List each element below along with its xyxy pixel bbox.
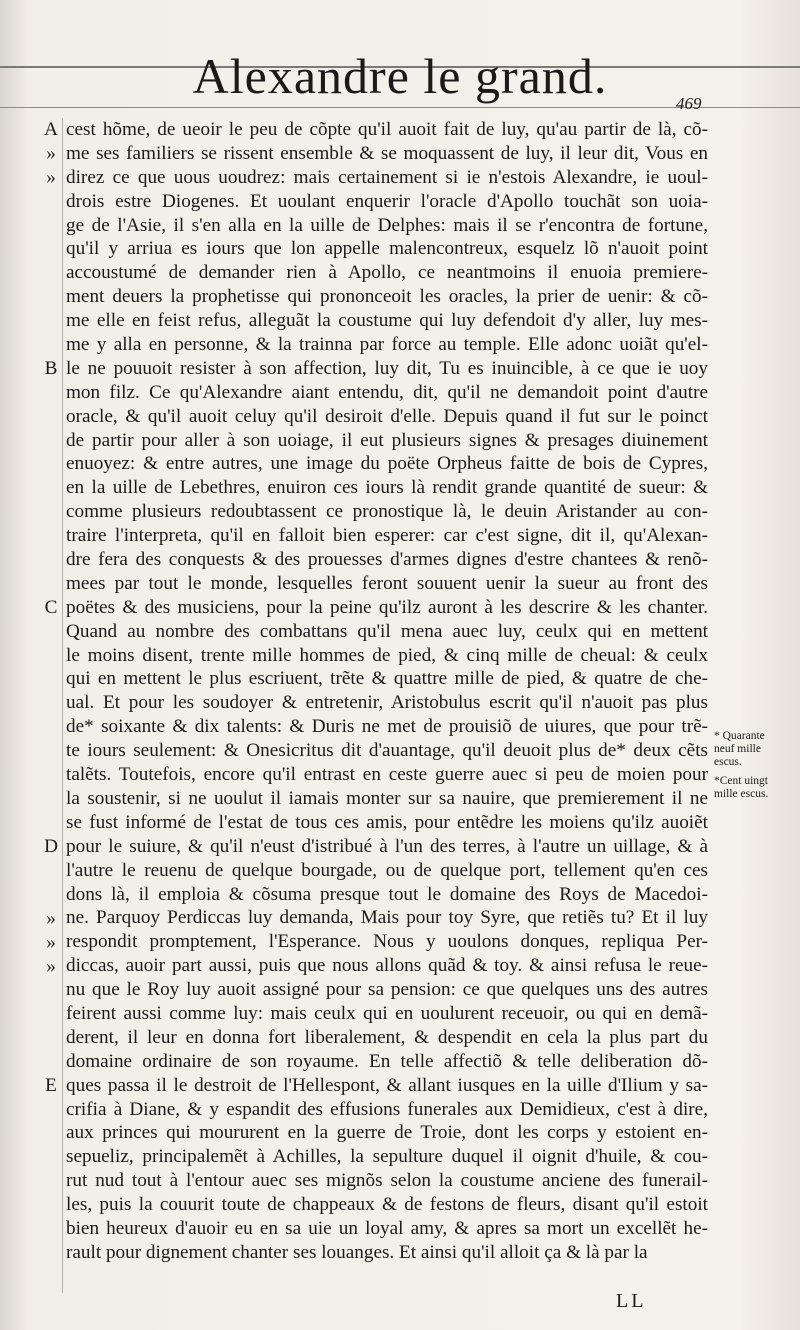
text-line: le moins disent, trente mille hommes de pied, & cinq mille de cheual: & ceulx [66, 644, 708, 666]
text-line: me y alla en personne, & la trainna par force au temple. Elle adonc uoiãt qu'el- [66, 334, 708, 356]
text-line: diccas, auoir part aussi, puis que nous allons quãd & toy. & ainsi refusa le reue- [66, 955, 708, 977]
margin-note: * Quarante [714, 730, 765, 742]
section-letter: D [44, 836, 58, 857]
text-line: ne. Parquoy Perdiccas luy demanda, Mais pour toy Syre, que retiẽs tu? Et il luy [66, 907, 708, 929]
text-line: comme plusieurs redoubtassent ce pronostique là, le deuin Aristander au con- [66, 501, 708, 523]
text-line: la soustenir, si ne uoulut il iamais monter sur sa nauire, que premierement il ne [66, 787, 708, 809]
quotation-mark: » [46, 907, 56, 929]
text-line: de partir pour aller à son uoiage, il eut plusieurs signes & presages diuinement [66, 429, 708, 451]
text-line: se fust informé de l'estat de tous ces amis, pour entẽdre les moiens qu'ilz auoiẽt [66, 811, 708, 833]
text-line: aux princes qui moururent en la guerre de Troie, dont les corps y estoient en- [66, 1122, 708, 1144]
page-number: 469 [676, 94, 702, 113]
text-line: dre fera des conquests & des prouesses d'armes dignes d'estre chantees & renõ- [66, 549, 708, 571]
text-line: feirent aussi comme luy: mais ceulx qui en uoulurent receuoir, ou qui en demã- [66, 1002, 708, 1024]
text-line: talẽts. Toutefois, encore qu'il entrast en ceste guerre auec si peu de moien pour [66, 764, 708, 786]
text-line: en la uille de Lebethres, enuiron ces iours là rendit grande quantité de sueur: & [66, 477, 708, 499]
text-line: ge de l'Asie, il s'en alla en la uille de Delphes: mais il se r'encontra de fortune, [66, 214, 708, 236]
text-line: accoustumé de demander rien à Apollo, ce neantmoins il enuoia premiere- [66, 262, 708, 284]
text-line: bien heureux d'auoir eu en sa uie un loyal amy, & apres sa mort un excellẽt he- [66, 1217, 708, 1239]
text-line: me elle en feist refus, alleguãt la coustume qui luy defendoit d'y aller, luy mes- [66, 310, 708, 332]
text-line: te iours seulement: & Onesicritus dit d'auantage, qu'il deuoit plus de* deux cẽts [66, 740, 708, 762]
text-line: ment deuers la prophetisse qui prononceoit les oracles, la prier de uenir: & cõ- [66, 286, 708, 308]
text-line: le ne pouuoit resister à son affection, luy dit, Tu es inuincible, à ce que ie uoy [66, 357, 708, 379]
text-line: pour le suiure, & qu'il n'eust d'istribué à l'un des terres, à l'autre un uillage, & à [66, 835, 708, 857]
catchword: LL [616, 1290, 647, 1312]
text-line: direz ce que uous uoudrez: mais certainement si ie n'estois Alexandre, ie uoul- [66, 166, 708, 188]
quotation-mark: » [46, 142, 56, 164]
quotation-mark: » [46, 955, 56, 977]
text-line: traire l'interpreta, qu'il en falloit bien esperer: car c'est signe, dit il, qu'Alexan- [66, 525, 708, 547]
section-letter: B [44, 358, 58, 379]
text-line: qu'il y arriua es iours que lon appelle malencontreux, esquelz lõ n'auoit point [66, 238, 708, 260]
text-line: de* soixante & dix talents: & Duris ne met de prouisiõ de uiures, que pour trẽ- [66, 716, 708, 738]
text-line: poëtes & des musiciens, pour la peine qu'ilz auront à les descrire & les chanter. [66, 596, 708, 618]
text-line: mon filz. Ce qu'Alexandre aiant entendu, dit, qu'il ne demandoit point d'autre [66, 381, 708, 403]
text-line: domaine ordinaire de son royaume. En telle affectiõ & telle deliberation dõ- [66, 1050, 708, 1072]
text-line: respondit promptement, l'Esperance. Nous y uoulons donques, repliqua Per- [66, 931, 708, 953]
running-title: Alexandre le grand. [192, 48, 608, 104]
text-line: qui en mettent le plus escriuent, trẽte & quattre mille de pied, & quatre de che- [66, 668, 708, 690]
text-line: drois estre Diogenes. Et uoulant enquerir l'oracle d'Apollo touchãt son uoia- [66, 190, 708, 212]
section-letter: E [45, 1075, 57, 1096]
quotation-mark: » [46, 166, 56, 188]
text-line: crifia à Diane, & y espandit des effusions funerales aux Demidieux, c'est à dire, [66, 1098, 708, 1120]
text-line: ual. Et pour les soudoyer & entretenir, Aristobulus escrit qu'il n'auoit pas plus [66, 692, 708, 714]
margin-note: escus. [714, 756, 742, 768]
text-line: cest hõme, de ueoir le peu de cõpte qu'il auoit fait de luy, qu'au partir de là, cõ- [66, 119, 708, 140]
text-line: mees par tout le monde, lesquelles feront souuent uenir la sueur au front des [66, 572, 708, 594]
margin-note: neuf mille [714, 743, 761, 755]
section-letter: C [44, 597, 58, 618]
text-line: enuoyez: & entre autres, une image du poëte Orpheus faitte de bois de Cypres, [66, 453, 708, 475]
text-line: les, puis la couurit toute de chappeaux & de festons de fleurs, disant qu'il estoit [66, 1194, 708, 1216]
text-line: l'autre le reuenu de quelque bourgade, ou de quelque port, tellement qu'en ces [66, 859, 708, 881]
text-column-edge [62, 118, 63, 1293]
margin-note: *Cent uingt [714, 775, 768, 787]
text-line: me ses familiers se rissent ensemble & se moquassent de luy, il leur dit, Vous en [66, 142, 708, 164]
margin-notes [714, 730, 798, 801]
text-line: Quand au nombre des combattans qu'il mena auec luy, ceulx qui en mettent [66, 620, 708, 642]
text-line: rut nud tout à l'entour auec ses mignõs selon la coustume anciene des funerail- [66, 1170, 708, 1192]
quotation-mark: » [46, 931, 56, 953]
text-line: nu que le Roy luy auoit assigné pour sa pension: ce que quelques uns des autres [66, 979, 708, 1001]
section-letter: A [44, 119, 58, 140]
body-text [66, 118, 708, 1265]
text-line: derent, il leur en donna fort liberalement, & despendit en cela la plus part du [66, 1026, 708, 1048]
text-line: oracle, & qu'il auoit celuy qu'il desiroit d'elle. Depuis quand il fut sur le poinct [66, 405, 708, 427]
text-line: sepueliz, principalemẽt à Achilles, la sepulture duquel il oignit d'huile, & cou- [66, 1146, 708, 1168]
text-line: ques passa il le destroit de l'Hellespont, & allant iusques en la uille d'Ilium y sa- [66, 1074, 708, 1096]
text-line: dons là, il emploia & cõsuma presque tout le domaine des Roys de Macedoi- [66, 883, 708, 905]
margin-note: mille escus. [714, 788, 769, 800]
text-line: rault pour dignement chanter ses louanges. Et ainsi qu'il alloit ça & là par la [66, 1241, 648, 1263]
